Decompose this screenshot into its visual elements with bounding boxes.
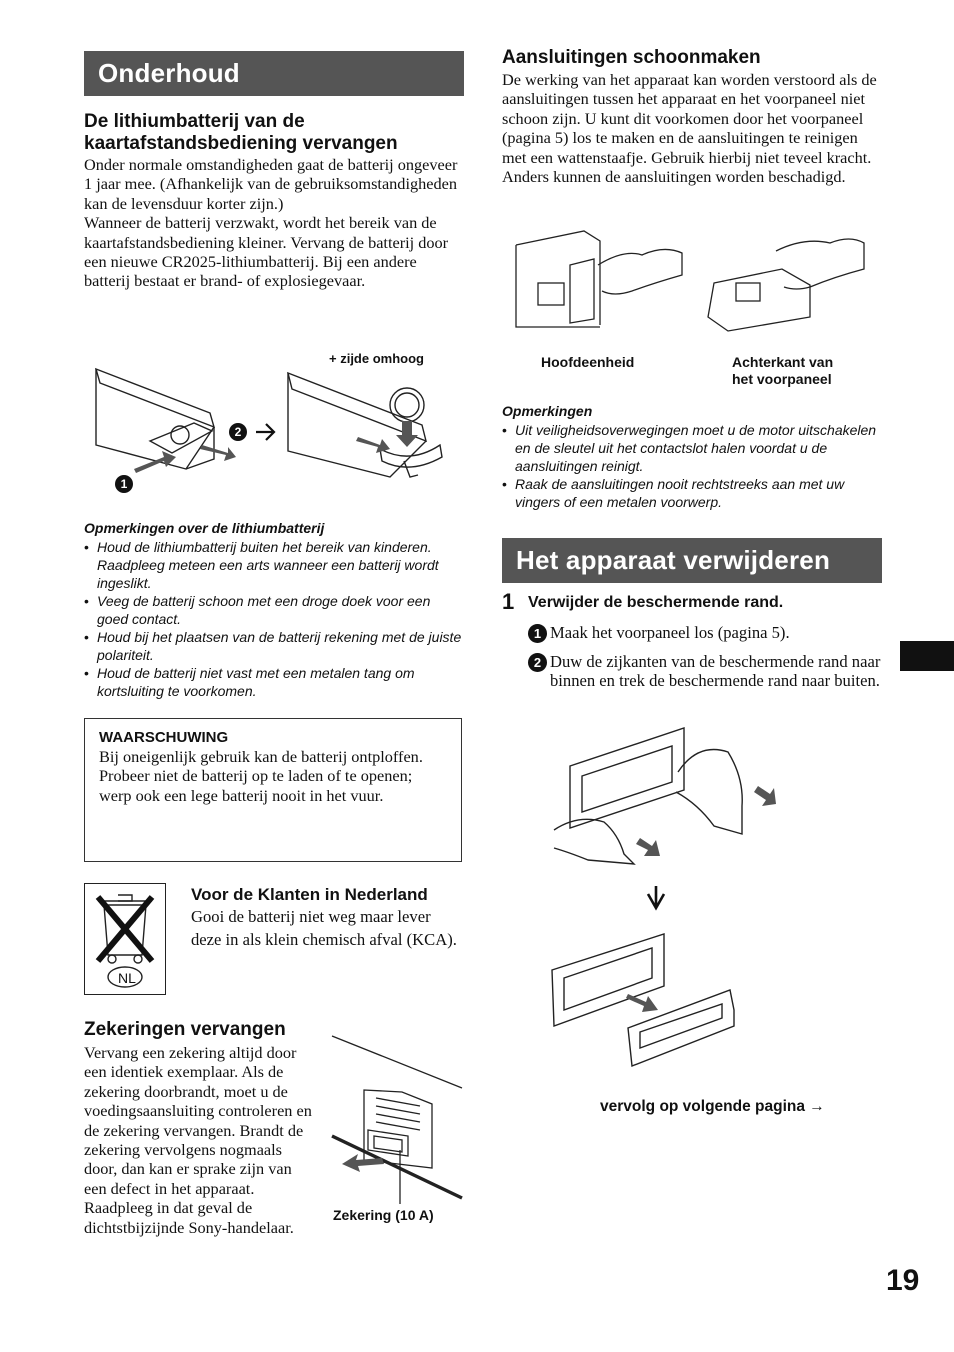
remove-trim-ring-illustration [548, 722, 780, 1068]
side-tab-marker [900, 641, 954, 671]
cleaning-connectors-illustration [514, 225, 870, 337]
list-item: • Houd de batterij niet vast met een metalen tang om kortsluiting te voorkomen. [84, 664, 464, 700]
battery-para-1: Onder normale omstandigheden gaat de batterij ongeveer 1 jaar mee. (Afhankelijk van de gebruiksomstandigheden kan de levensduur korter zijn.) [84, 155, 458, 213]
caption-main-unit: Hoofdeenheid [541, 354, 635, 370]
battery-text [84, 155, 464, 291]
substep-1 [528, 623, 882, 642]
substep-2 [528, 652, 882, 691]
substep-1-number: 1 [528, 624, 547, 643]
fuse-text: Vervang een zekering altijd door een identiek exemplaar. Als de zekering doorbrandt, moet u de voedingsaansluiting controleren en de zekering vervangen. Brandt de zekering vervolgens nogmaals door, dan kan er sprake zijn van een defect in het apparaat. Raadpleeg in dat geval de dichtstbijzijnde Sony-handelaar. [84, 1043, 312, 1237]
battery-notes-title: Opmerkingen over de lithiumbatterij [84, 520, 325, 536]
fuse-caption: Zekering (10 A) [333, 1207, 434, 1223]
warning-line-2: Probeer niet de batterij op te laden of te openen; werp ook een lege batterij nooit in het vuur. [99, 766, 413, 805]
battery-replacement-illustration [90, 365, 460, 495]
substep-2-text: Duw de zijkanten van de beschermende rand naar binnen en trek de beschermende rand naar buiten. [550, 652, 881, 691]
connections-text: De werking van het apparaat kan worden verstoord als de aansluitingen tussen het apparaat en het voorpaneel niet schoon zijn. U kunt dit voorkomen door het voorpaneel (pagina 5) los te maken en de aansluitingen te reinigen met een wattenstaafje. Gebruik hierbij niet teveel kracht. Anders kunnen de aansluitingen worden beschadigd. [502, 70, 877, 187]
battery-para-2: Wanneer de batterij verzwakt, wordt het bereik van de kaartafstandsbediening kleiner. Vervang de batterij door een nieuwe CR2025-lithiumbatterij. Bij een andere batterij bestaat er brand- of explosiegevaar. [84, 213, 449, 291]
side-up-label: + zijde omhoog [329, 351, 424, 366]
warning-line-1: Bij oneigenlijk gebruik kan de batterij ontploffen. [99, 747, 423, 766]
substep-2-number: 2 [528, 653, 547, 672]
battery-notes-list [84, 538, 464, 700]
battery-notes [84, 520, 464, 700]
step-2-marker: 2 [234, 425, 242, 439]
continue-next-page: vervolg op volgende pagina → [600, 1098, 825, 1115]
caption-back-line-1: Achterkant van [732, 354, 834, 370]
list-item: • Houd de lithiumbatterij buiten het bereik van kinderen. Raadpleeg meteen een arts wanneer een batterij wordt ingeslikt. [84, 538, 464, 592]
nl-logo-text: NL [118, 970, 136, 986]
section-title-onderhoud: Onderhoud [84, 51, 464, 96]
caption-back-of-panel [732, 354, 833, 388]
fuse-illustration [328, 1032, 464, 1202]
warning-title: WAARSCHUWING [99, 729, 229, 746]
step-title: Verwijder de beschermende rand. [528, 594, 784, 611]
substep-1-text: Maak het voorpaneel los (pagina 5). [550, 623, 790, 642]
step-number: 1 [502, 589, 515, 614]
section-title-removal: Het apparaat verwijderen [502, 538, 882, 583]
list-item: • Uit veiligheidsoverwegingen moet u de motor uitschakelen en de sleutel uit het contactslot halen voordat u de aansluitingen reinigt. [502, 421, 882, 475]
caption-back-line-2: het voorpaneel [732, 371, 832, 387]
battery-heading: De lithiumbatterij van de kaartafstandsbediening vervangen [84, 111, 398, 154]
connection-notes-list [502, 421, 882, 511]
connection-notes-title: Opmerkingen [502, 403, 593, 419]
nl-customers-text: Gooi de batterij niet weg maar lever deze in als klein chemisch afval (KCA). [191, 907, 457, 949]
connection-notes [502, 403, 882, 511]
step-1-marker: 1 [120, 477, 128, 491]
nl-customers-title: Voor de Klanten in Nederland [191, 885, 428, 904]
list-item: • Veeg de batterij schoon met een droge doek voor een goed contact. [84, 592, 464, 628]
list-item: • Raak de aansluitingen nooit rechtstreeks aan met uw vingers of een metalen voorwerp. [502, 475, 882, 511]
page-number: 19 [886, 1264, 920, 1297]
list-item: • Houd bij het plaatsen van de batterij rekening met de juiste polariteit. [84, 628, 464, 664]
connections-heading: Aansluitingen schoonmaken [502, 47, 761, 68]
warning-box [84, 718, 462, 862]
nl-customers-block [191, 883, 461, 951]
fuse-heading: Zekeringen vervangen [84, 1019, 286, 1040]
